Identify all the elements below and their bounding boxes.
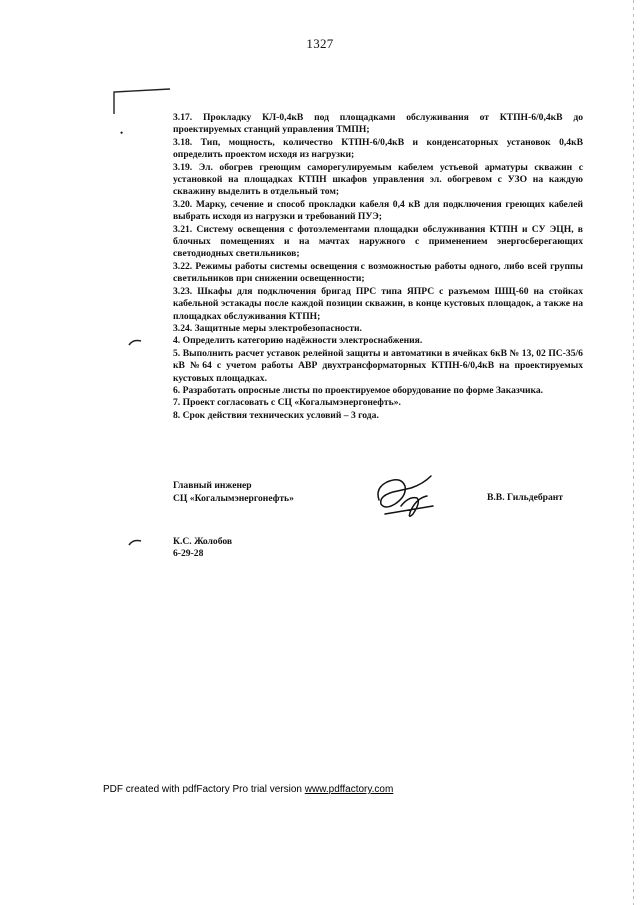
footer-text: PDF created with pdfFactory Pro trial version [103,784,305,795]
scan-edge-line [633,0,634,905]
item-text: Срок действия технических условий – 3 года. [182,409,379,421]
author-phone: 6-29-28 [173,548,204,560]
list-item [173,162,583,199]
item-text: Шкафы для подключения бригад ПРС типа ЯПРС с разъемом ШЩ-60 на стойках кабельной эстакады после каждой позиции скважин, в конце кустовых площадок, а также на площадках обслуживания КТПН; [173,285,583,322]
list-item [173,286,583,323]
item-number: 3.19. [173,161,193,173]
page-number: 1327 [306,36,334,51]
item-number: 8. [173,409,181,421]
item-number: 3.21. [173,223,193,235]
author-name: К.С. Жолобов [173,536,233,547]
list-item [173,199,583,224]
signatory-title: Главный инженер [173,480,252,491]
pdf-footer [103,784,393,795]
list-item [173,397,583,409]
item-text: Режимы работы системы освещения с возможностью работы одного, либо всей группы светильников при снижении освещенности; [173,260,583,285]
item-text: Эл. обогрев греющим саморегулируемым кабелем устьевой арматуры скважин с установкой на площадках КТПН шкафов управления эл. обогревом с УЗО на каждую скважину выделить в отдельный том; [173,161,583,198]
list-item [173,385,583,397]
item-number: 3.23. [173,285,193,297]
list-item [173,348,583,385]
list-item [173,137,583,162]
item-text: Разработать опросные листы по проектируемое оборудование по форме Заказчика. [182,384,544,396]
item-number: 3.22. [173,260,193,272]
pen-check-mark [128,338,142,346]
scan-dot-mark: • [120,128,124,138]
footer-link[interactable]: www.pdffactory.com [304,784,394,795]
item-number: 6. [173,384,181,396]
item-text: Систему освещения с фотоэлементами площадки обслуживания КТПН и СУ ЭЦН, в блочных помещениях и на мачтах наружного с применением энергосберегающих светодиодных светильников; [173,223,583,260]
list-item [173,335,583,347]
signatory-organization: СЦ «Когалымэнергонефть» [173,493,294,504]
list-item [173,224,583,261]
handwritten-signature [371,470,441,522]
list-item [173,261,583,286]
item-number: 4. [173,335,181,347]
item-text: Прокладку КЛ-0,4кВ под площадками обслуживания от КТПН-6/0,4кВ до проектируемых станций управления ТМПН; [173,112,584,136]
item-number: 3.18. [173,136,193,148]
item-text: Марку, сечение и способ прокладки кабеля 0,4 кВ для подключения греющих кабелей выбрать исходя из нагрузки и требований ПУЭ; [173,198,583,223]
item-text: Выполнить расчет уставок релейной защиты и автоматики в ячейках 6кВ № 13, 02 ПС-35/6 кВ №64 с учетом работы АВР двухтрансформаторных КТПН-6/0,4кВ на проектируемых кустовых площадках. [173,347,583,384]
item-number: 7. [173,397,181,409]
author-block [173,536,232,561]
item-number: 3.20. [173,198,193,210]
list-item [173,323,583,335]
pen-check-mark [128,538,142,546]
signatory-name: В.В. Гильдебрант [487,492,563,503]
item-text: Определить категорию надёжности электроснабжения. [182,335,423,347]
item-text: Проект согласовать с СЦ «Когалымэнергонефть». [182,397,401,409]
list-item [173,112,583,137]
item-text: Защитные меры электробезопасности. [194,322,362,334]
list-item [173,410,583,422]
conditions-list [173,112,583,422]
item-text: Тип, мощность, количество КТПН-6/0,4кВ и конденсаторных установок 0,4кВ определить проектом исходя из нагрузки; [173,136,583,161]
item-number: 3.17. [173,112,193,123]
item-number: 3.24. [173,322,193,334]
item-number: 5. [173,347,181,359]
corner-bracket-mark [112,86,172,116]
